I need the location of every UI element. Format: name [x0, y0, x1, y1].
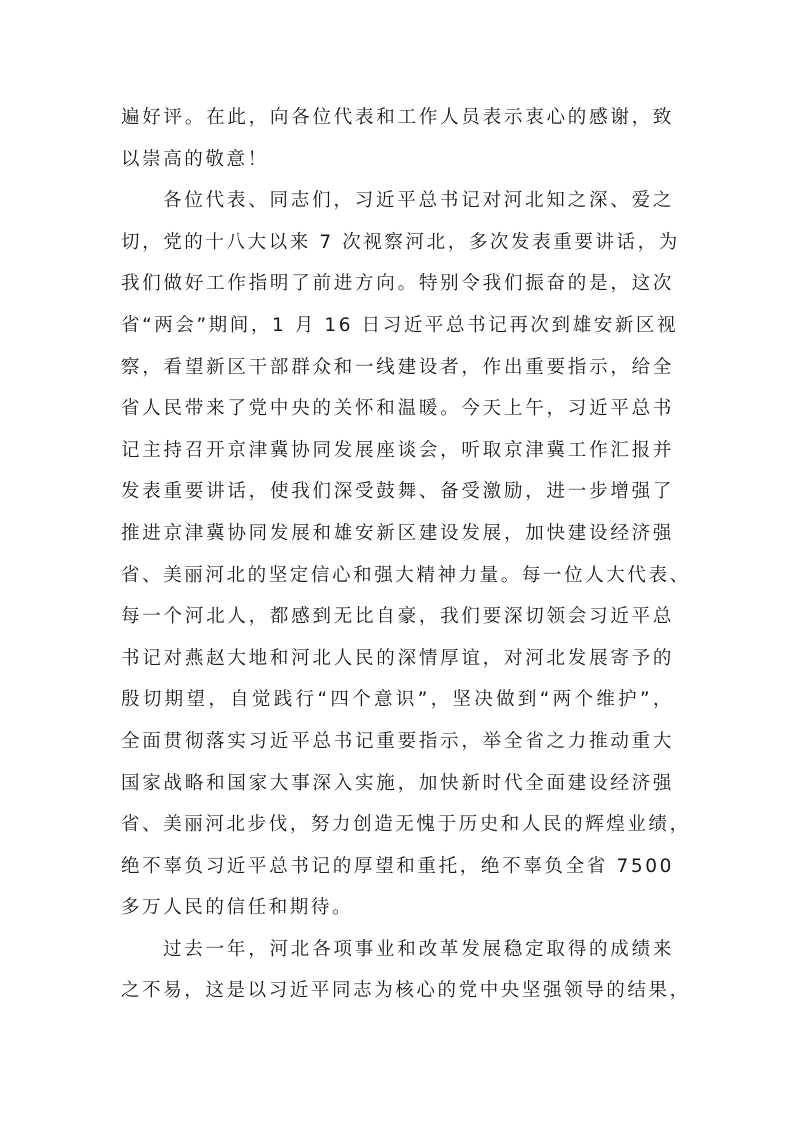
- paragraph-past-year: [121, 929, 691, 1012]
- text-line-indented: 过去一年，河北各项事业和改革发展稳定取得的成绩来: [163, 938, 674, 960]
- text-line: 我们做好工作指明了前进方向。特别令我们振奋的是，这次: [121, 273, 674, 295]
- text-line: 国家战略和国家大事深入实施，加快新时代全面建设经济强: [121, 772, 674, 794]
- text-line: 发表重要讲话，使我们深受鼓舞、备受激励，进一步增强了: [121, 481, 674, 503]
- paragraph-xi-visits-hebei: [121, 180, 691, 929]
- text-line: 以崇高的敬意！: [121, 148, 269, 170]
- text-line: 切，党的十八大以来 7 次视察河北，多次发表重要讲话，为: [121, 231, 680, 253]
- text-line: 省、美丽河北步伐，努力创造无愧于历史和人民的辉煌业绩，: [121, 814, 691, 836]
- text-line: 省、美丽河北的坚定信心和强大精神力量。每一位人大代表、: [121, 564, 691, 586]
- text-line: 推进京津冀协同发展和雄安新区建设发展，加快建设经济强: [121, 522, 674, 544]
- text-line: 多万人民的信任和期待。: [121, 897, 354, 919]
- document-body: [121, 97, 691, 1012]
- text-line: 每一个河北人，都感到无比自豪，我们要深切领会习近平总: [121, 606, 674, 628]
- text-line: 之不易，这是以习近平同志为核心的党中央坚强领导的结果，: [121, 980, 691, 1002]
- paragraph-thanks-continued: [121, 97, 674, 180]
- text-line: 省“两会”期间，1 月 16 日习近平总书记再次到雄安新区视: [121, 314, 679, 336]
- text-line: 省人民带来了党中央的关怀和温暖。今天上午，习近平总书: [121, 398, 674, 420]
- text-line: 察，看望新区干部群众和一线建设者，作出重要指示，给全: [121, 356, 674, 378]
- text-line: 全面贯彻落实习近平总书记重要指示，举全省之力推动重大: [121, 730, 674, 752]
- text-line: 遍好评。在此，向各位代表和工作人员表示衷心的感谢，致: [121, 107, 674, 128]
- text-line: 绝不辜负习近平总书记的厚望和重托，绝不辜负全省 7500: [121, 855, 674, 877]
- text-line: 书记对燕赵大地和河北人民的深情厚谊，对河北发展寄予的: [121, 647, 674, 669]
- text-line-indented: 各位代表、同志们，习近平总书记对河北知之深、爱之: [163, 190, 674, 212]
- text-line: 殷切期望，自觉践行“四个意识”，坚决做到“两个维护”，: [121, 689, 674, 711]
- text-line: 记主持召开京津冀协同发展座谈会，听取京津冀工作汇报并: [121, 439, 674, 461]
